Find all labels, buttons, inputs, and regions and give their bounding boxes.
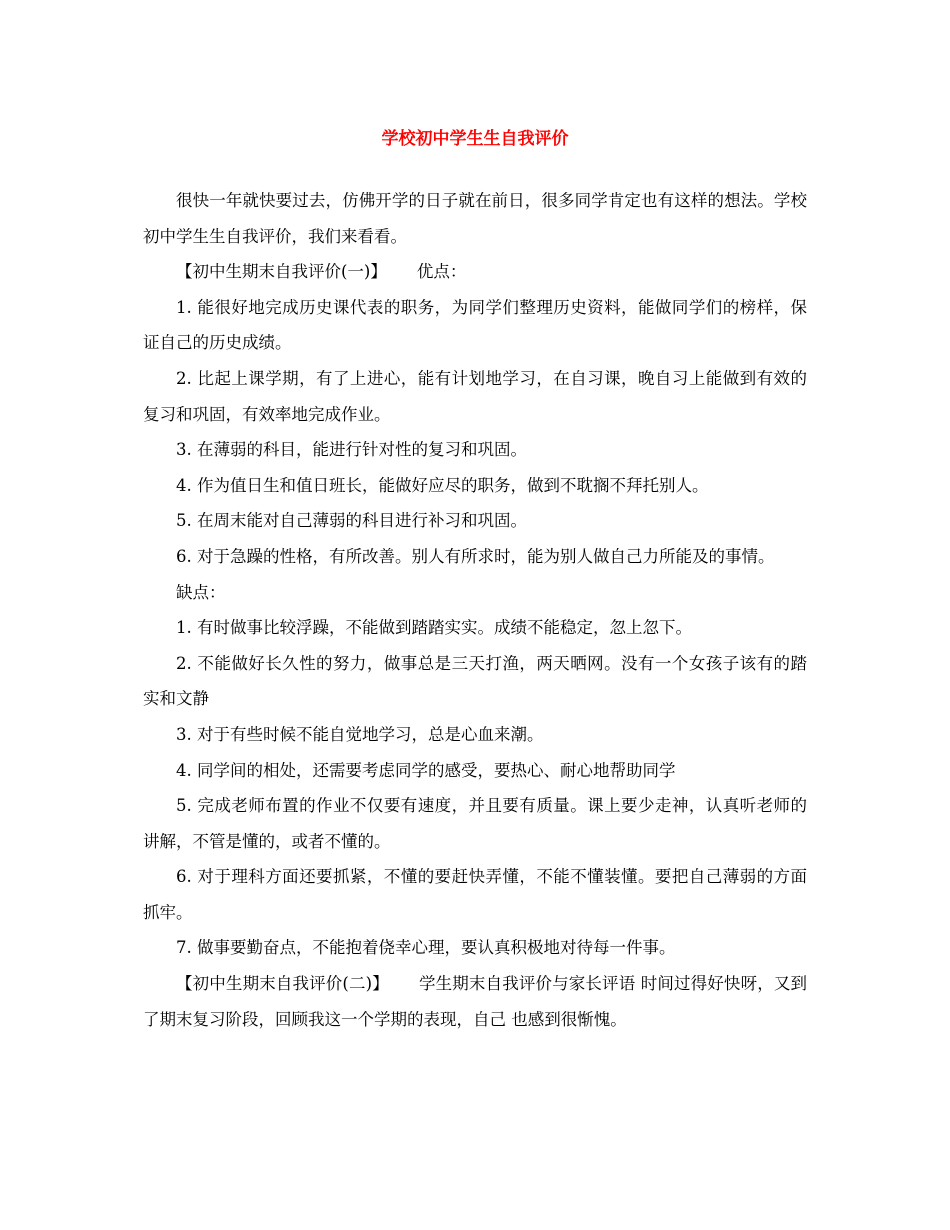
document-title: 学校初中学生生自我评价 — [381, 129, 569, 149]
weakness-item: 6. 对于理科方面还要抓紧，不懂的要赶快弄懂，不能不懂装懂。要把自己薄弱的方面抓牢。 — [143, 867, 807, 922]
section2-heading: 【初中生期末自我评价(二)】 — [176, 974, 389, 994]
section2-text: 学生期末自我评价与家长评语 时间过得好快呀，又到了期末复习阶段，回顾我这一个学期的表现，自己 也感到很惭愧。 — [143, 974, 807, 1029]
strength-item: 4. 作为值日生和值日班长，能做好应尽的职务，做到不耽搁不拜托别人。 — [176, 475, 709, 495]
section1-line — [143, 254, 807, 290]
strengths-label: 优点： — [416, 262, 467, 282]
strength-item: 5. 在周末能对自己薄弱的科目进行补习和巩固。 — [176, 511, 527, 531]
weakness-item: 7. 做事要勤奋点，不能抱着侥幸心理，要认真积极地对待每一件事。 — [176, 938, 676, 958]
weakness-item: 2. 不能做好长久性的努力，做事总是三天打渔，两天晒网。没有一个女孩子该有的踏实和文静 — [143, 653, 807, 709]
section1-heading: 【初中生期末自我评价(一)】 — [176, 262, 387, 282]
strength-item: 3. 在薄弱的科目，能进行针对性的复习和巩固。 — [176, 440, 527, 460]
strength-item: 6. 对于急躁的性格，有所改善。别人有所求时，能为别人做自己力所能及的事情。 — [176, 546, 775, 566]
weaknesses-label: 缺点： — [176, 582, 226, 602]
intro-paragraph: 很快一年就快要过去，仿佛开学的日子就在前日，很多同学肯定也有这样的想法。学校初中学生生自我评价，我们来看看。 — [143, 191, 807, 246]
weakness-item: 5. 完成老师布置的作业不仅要有速度，并且要有质量。课上要少走神，认真听老师的讲解，不管是懂的，或者不懂的。 — [143, 796, 807, 851]
strength-item: 2. 比起上课学期，有了上进心，能有计划地学习，在自习课，晚自习上能做到有效的复习和巩固，有效率地完成作业。 — [143, 368, 807, 424]
document-body — [143, 183, 807, 1037]
strength-item: 1. 能很好地完成历史课代表的职务，为同学们整理历史资料，能做同学们的榜样，保证自己的历史成绩。 — [143, 297, 807, 353]
weakness-item: 1. 有时做事比较浮躁，不能做到踏踏实实。成绩不能稳定，忽上忽下。 — [176, 618, 692, 638]
section2-paragraph — [143, 966, 807, 1037]
weakness-item: 4. 同学间的相处，还需要考虑同学的感受，要热心、耐心地帮助同学 — [176, 760, 676, 780]
weakness-item: 3. 对于有些时候不能自觉地学习，总是心血来潮。 — [176, 724, 544, 744]
